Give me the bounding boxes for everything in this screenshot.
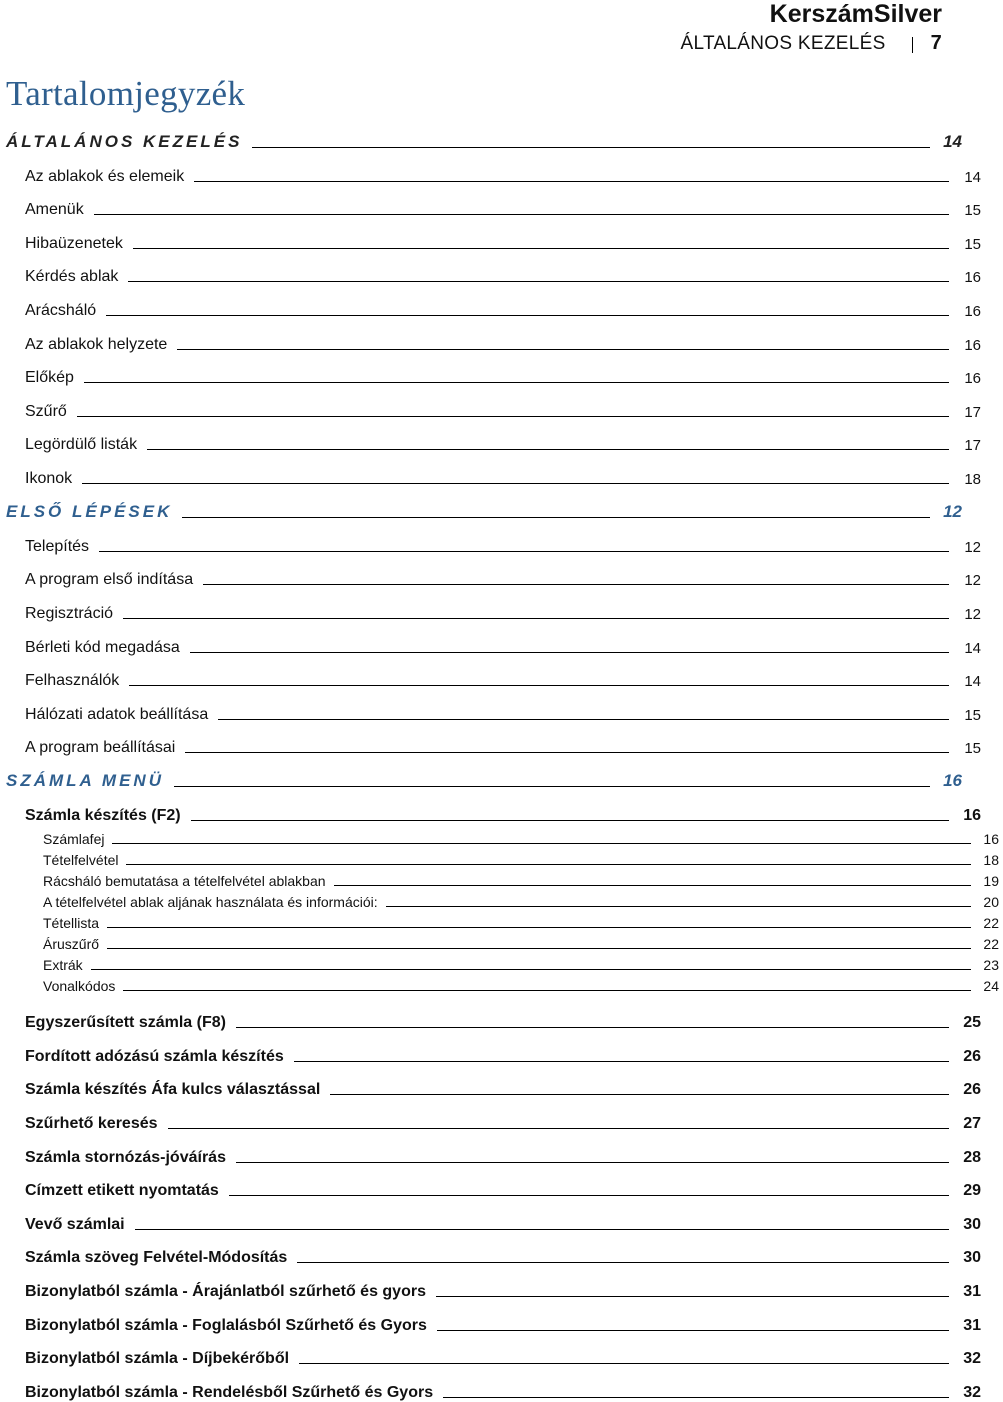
toc-entry-label: Legördülő listák	[25, 436, 138, 453]
toc-entry[interactable]	[0, 260, 985, 286]
toc-leader	[334, 885, 971, 886]
toc-entry-label: ÁLTALÁNOS KEZELÉS	[6, 132, 243, 151]
toc-leader	[91, 969, 971, 970]
toc-entry-page: 12	[943, 502, 962, 521]
toc-entry-label: Bérleti kód megadása	[25, 639, 180, 656]
toc-leader	[129, 685, 949, 686]
toc-entry[interactable]	[0, 328, 985, 354]
toc-leader	[94, 214, 949, 215]
toc-entry-label: Áruszűrő	[43, 936, 100, 952]
toc-entry[interactable]	[0, 1073, 985, 1099]
toc-leader	[297, 1262, 949, 1263]
toc-entry[interactable]	[0, 1208, 985, 1234]
toc-entry-label: Az ablakok és elemeik	[25, 168, 185, 185]
toc-entry[interactable]	[0, 631, 985, 657]
toc-entry[interactable]	[0, 462, 985, 488]
toc-entry[interactable]	[0, 1174, 985, 1200]
toc-entry-page: 14	[964, 673, 981, 690]
toc-leader	[443, 1397, 949, 1398]
toc-leader	[99, 551, 949, 552]
toc-entry[interactable]	[0, 563, 985, 589]
header-divider	[912, 37, 913, 53]
toc-entry-page: 18	[983, 852, 999, 868]
toc-leader	[135, 1229, 949, 1230]
toc-section-szamla-menu[interactable]	[0, 765, 966, 791]
toc-entry-label: Amenük	[25, 201, 84, 218]
toc-entry-page: 30	[963, 1216, 981, 1233]
toc-entry[interactable]	[0, 395, 985, 421]
toc-entry[interactable]	[0, 799, 985, 825]
toc-entry-label: Számla szöveg Felvétel-Módosítás	[25, 1249, 288, 1266]
toc-entry-label: Előkép	[25, 369, 74, 386]
toc-leader	[203, 584, 949, 585]
toc-entry[interactable]	[0, 1376, 985, 1402]
toc-entry[interactable]	[0, 1342, 985, 1368]
toc-entry-label: Számla készítés (F2)	[25, 807, 181, 824]
toc-leader	[185, 752, 949, 753]
toc-subentry[interactable]	[0, 827, 1003, 847]
toc-entry-page: 32	[963, 1350, 981, 1367]
toc-entry[interactable]	[0, 1040, 985, 1066]
toc-entry-label: Hibaüzenetek	[25, 235, 123, 252]
toc-entry-page: 24	[983, 978, 999, 994]
toc-leader	[106, 315, 949, 316]
toc-leader	[123, 990, 971, 991]
toc-entry-page: 32	[963, 1384, 981, 1401]
toc-subentry[interactable]	[0, 932, 1003, 952]
toc-leader	[236, 1162, 949, 1163]
toc-entry-label: Szűrő	[25, 403, 67, 420]
toc-leader	[236, 1027, 949, 1028]
toc-entry-page: 31	[963, 1283, 981, 1300]
toc-entry-page: 31	[963, 1317, 981, 1334]
toc-entry-page: 16	[964, 370, 981, 387]
toc-entry-label: A program első indítása	[25, 571, 194, 588]
toc-entry-page: 28	[963, 1149, 981, 1166]
toc-entry-page: 17	[964, 404, 981, 421]
toc-leader	[330, 1094, 949, 1095]
toc-entry-label: Arácsháló	[25, 302, 97, 319]
toc-entry[interactable]	[0, 1309, 985, 1335]
toc-leader	[190, 652, 949, 653]
toc-entry-page: 17	[964, 437, 981, 454]
toc-leader	[174, 786, 930, 787]
toc-entry-page: 15	[964, 202, 981, 219]
toc-entry-page: 16	[943, 771, 962, 790]
toc-entry-page: 27	[963, 1115, 981, 1132]
toc-entry[interactable]	[0, 227, 985, 253]
toc-entry[interactable]	[0, 193, 985, 219]
toc-entry-label: Bizonylatból számla - Foglalásból Szűrhető és Gyors	[25, 1317, 427, 1334]
toc-leader	[177, 349, 949, 350]
toc-leader	[123, 618, 949, 619]
toc-entry-label: Szűrhető keresés	[25, 1115, 158, 1132]
brand-name: KerszámSilver	[769, 0, 942, 28]
toc-entry-page: 22	[983, 915, 999, 931]
toc-leader	[126, 864, 971, 865]
page-header	[681, 0, 942, 56]
toc-leader	[107, 927, 971, 928]
toc-entry-label: A tételfelvétel ablak aljának használata és információi:	[43, 894, 378, 910]
toc-entry-page: 14	[943, 132, 962, 151]
toc-entry[interactable]	[0, 597, 985, 623]
toc-leader	[168, 1128, 949, 1129]
toc-leader	[107, 948, 971, 949]
toc-entry-page: 16	[983, 831, 999, 847]
toc-entry-label: Ikonok	[25, 470, 73, 487]
toc-entry[interactable]	[0, 428, 985, 454]
toc-entry-page: 20	[983, 894, 999, 910]
toc-entry-label: Tételfelvétel	[43, 852, 119, 868]
toc-entry[interactable]	[0, 731, 985, 757]
toc-leader	[133, 248, 949, 249]
toc-entry[interactable]	[0, 361, 985, 387]
toc-entry-label: ELSŐ LÉPÉSEK	[6, 502, 173, 521]
toc-entry-page: 14	[964, 640, 981, 657]
toc-entry-page: 26	[963, 1048, 981, 1065]
toc-entry[interactable]	[0, 1141, 985, 1167]
toc-entry-label: Vonalkódos	[43, 978, 116, 994]
toc-entry-page: 16	[963, 807, 981, 824]
toc-entry-page: 15	[964, 236, 981, 253]
toc-entry-page: 16	[964, 303, 981, 320]
toc-entry-page: 30	[963, 1249, 981, 1266]
toc-leader	[437, 1330, 949, 1331]
toc-entry-label: Az ablakok helyzete	[25, 336, 168, 353]
toc-entry-page: 26	[963, 1081, 981, 1098]
toc-entry-page: 18	[964, 471, 981, 488]
toc-entry-label: Egyszerűsített számla (F8)	[25, 1014, 226, 1031]
toc-entry[interactable]	[0, 1275, 985, 1301]
toc-entry-label: Telepítés	[25, 538, 90, 555]
toc-entry-label: A program beállításai	[25, 739, 176, 756]
toc-entry-page: 19	[983, 873, 999, 889]
toc-leader	[436, 1296, 949, 1297]
toc-entry[interactable]	[0, 698, 985, 724]
toc-entry-page: 29	[963, 1182, 981, 1199]
toc-entry-label: Számlafej	[43, 831, 105, 847]
toc-entry-label: Bizonylatból számla - Rendelésből Szűrhető és Gyors	[25, 1384, 434, 1401]
toc-leader	[84, 382, 949, 383]
toc-leader	[218, 719, 949, 720]
toc-entry-label: Számla készítés Áfa kulcs választással	[25, 1081, 321, 1098]
toc-leader	[182, 517, 930, 518]
toc-entry-label: Bizonylatból számla - Díjbekérőből	[25, 1350, 290, 1367]
toc-leader	[147, 449, 949, 450]
toc-entry-page: 12	[964, 606, 981, 623]
toc-entry-page: 23	[983, 957, 999, 973]
toc-entry-label: Rácsháló bemutatása a tételfelvétel ablakban	[43, 873, 326, 889]
toc-entry[interactable]	[0, 1241, 985, 1267]
toc-subentry[interactable]	[0, 869, 1003, 889]
toc-entry[interactable]	[0, 530, 985, 556]
toc-entry-label: Számla stornózás-jóváírás	[25, 1149, 226, 1166]
toc-entry-label: SZÁMLA MENÜ	[6, 771, 164, 790]
toc-leader	[294, 1061, 949, 1062]
toc-title: Tartalomjegyzék	[6, 74, 246, 113]
toc-section-elso-lepesek[interactable]	[0, 496, 966, 522]
toc-entry-label: Bizonylatból számla - Árajánlatból szűrhető és gyors	[25, 1283, 426, 1300]
toc-leader	[77, 416, 949, 417]
toc-entry[interactable]	[0, 1107, 985, 1133]
toc-entry-page: 15	[964, 740, 981, 757]
toc-entry[interactable]	[0, 160, 985, 186]
toc-leader	[229, 1195, 949, 1196]
toc-subentry[interactable]	[0, 890, 1003, 910]
toc-entry-label: Címzett etikett nyomtatás	[25, 1182, 219, 1199]
toc-entry-label: Vevő számlai	[25, 1216, 125, 1233]
toc-subentry[interactable]	[0, 953, 1003, 973]
toc-entry-page: 15	[964, 707, 981, 724]
toc-entry-page: 12	[964, 539, 981, 556]
toc-subentry[interactable]	[0, 911, 1003, 931]
toc-entry-label: Kérdés ablak	[25, 268, 119, 285]
toc-entry-page: 22	[983, 936, 999, 952]
toc-entry[interactable]	[0, 294, 985, 320]
toc-entry-page: 16	[964, 337, 981, 354]
toc-entry-label: Felhasználók	[25, 672, 120, 689]
toc-leader	[191, 820, 949, 821]
toc-entry-page: 14	[964, 169, 981, 186]
toc-entry-label: Hálózati adatok beállítása	[25, 706, 209, 723]
chapter-name: ÁLTALÁNOS KEZELÉS	[680, 33, 886, 54]
toc-entry-page: 16	[964, 269, 981, 286]
toc-entry[interactable]	[0, 1006, 985, 1032]
toc-entry[interactable]	[0, 664, 985, 690]
toc-leader	[194, 181, 949, 182]
page-number: 7	[930, 32, 942, 54]
toc-entry-page: 25	[963, 1014, 981, 1031]
toc-entry-label: Extrák	[43, 957, 83, 973]
toc-entry-label: Fordított adózású számla készítés	[25, 1048, 284, 1065]
toc-entry-label: Regisztráció	[25, 605, 114, 622]
toc-leader	[128, 281, 949, 282]
toc-leader	[299, 1363, 949, 1364]
toc-entry-label: Tétellista	[43, 915, 100, 931]
running-header	[681, 31, 942, 56]
toc-leader	[112, 843, 971, 844]
toc-leader	[252, 147, 930, 148]
toc-subentry[interactable]	[0, 848, 1003, 868]
toc-entry-page: 12	[964, 572, 981, 589]
toc-section-altalanos-kezeles[interactable]	[0, 126, 966, 152]
toc-subentry[interactable]	[0, 974, 1003, 994]
toc-leader	[386, 906, 971, 907]
toc-leader	[82, 483, 949, 484]
